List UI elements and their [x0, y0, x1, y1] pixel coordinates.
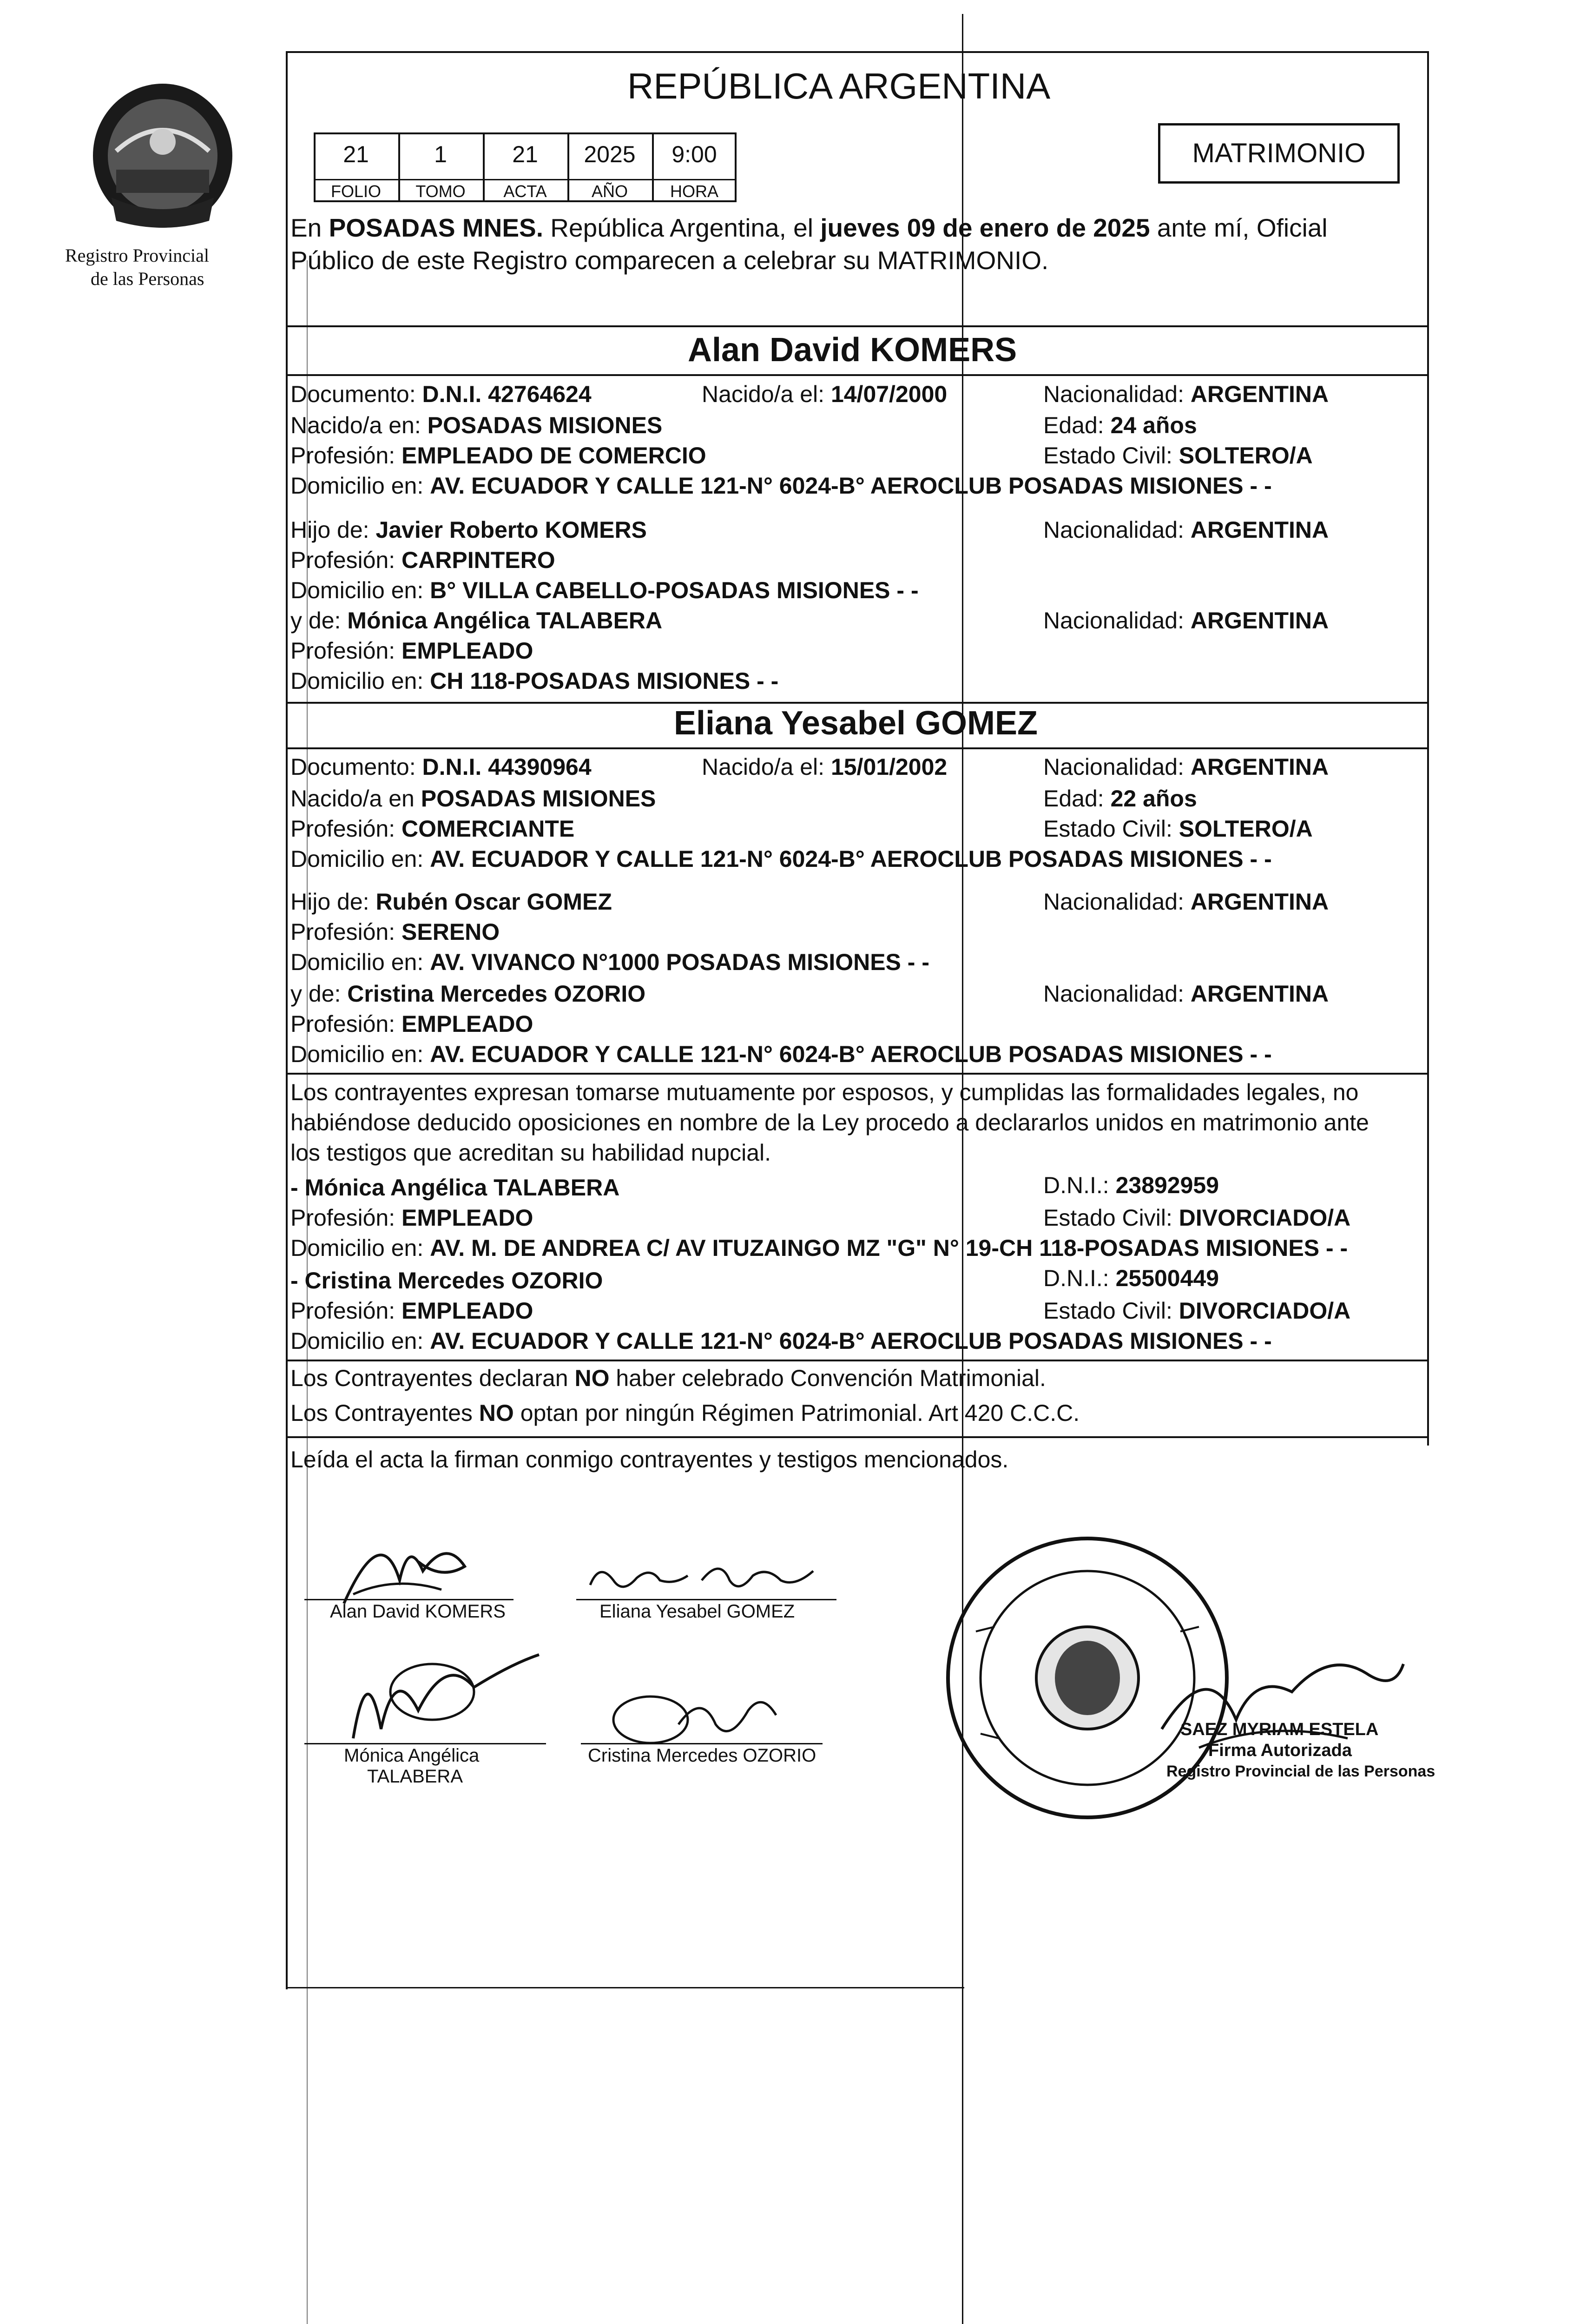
declaration-line-2: habiéndose deducido oposiciones en nombre de la Ley procedo a declararlos unidos en matrimonio ante — [290, 1109, 1369, 1136]
signature-scribble-4 — [599, 1673, 785, 1752]
convention-line-1: Los Contrayentes declaran NO haber celebrado Convención Matrimonial. — [290, 1365, 1046, 1391]
section-rule-6 — [286, 1360, 1429, 1361]
page-title: REPÚBLICA ARGENTINA — [627, 66, 1051, 106]
spouse-2-father: Hijo de: Rubén Oscar GOMEZ — [290, 889, 612, 915]
signature-line-1 — [304, 1599, 514, 1600]
spouse-1-name: Alan David KOMERS — [688, 331, 1017, 369]
signature-scribble-2 — [581, 1552, 823, 1604]
signature-label-3a: Mónica Angélica — [344, 1745, 480, 1766]
spouse-2-birthplace: Nacido/a en POSADAS MISIONES — [290, 786, 656, 812]
spouse-1-father: Hijo de: Javier Roberto KOMERS — [290, 517, 647, 543]
spouse-2-mother-address: Domicilio en: AV. ECUADOR Y CALLE 121-N° 6024-B° AEROCLUB POSADAS MISIONES - - — [290, 1041, 1272, 1067]
signature-label-1: Alan David KOMERS — [330, 1601, 506, 1622]
spouse-2-father-address: Domicilio en: AV. VIVANCO N°1000 POSADAS MISIONES - - — [290, 949, 929, 975]
declaration-line-1: Los contrayentes expresan tomarse mutuamente por esposos, y cumplidas las formalidades legales, no — [290, 1079, 1359, 1105]
spouse-2-father-nationality: Nacionalidad: ARGENTINA — [1043, 889, 1329, 915]
section-rule-5 — [286, 1073, 1429, 1075]
anio-value: 2025 — [584, 141, 636, 167]
tomo-label: TOMO — [415, 182, 466, 201]
spouse-1-father-address: Domicilio en: B° VILLA CABELLO-POSADAS MISIONES - - — [290, 577, 919, 603]
acta-label: ACTA — [503, 182, 547, 201]
signature-label-2: Eliana Yesabel GOMEZ — [599, 1601, 795, 1622]
tomo-value: 1 — [434, 141, 447, 167]
witness-1-name: - Mónica Angélica TALABERA — [290, 1175, 620, 1201]
intro-line-2: Público de este Registro comparecen a celebrar su MATRIMONIO. — [290, 246, 1049, 275]
spouse-2-name: Eliana Yesabel GOMEZ — [674, 705, 1038, 742]
spouse-1-age: Edad: 24 años — [1043, 412, 1197, 438]
spouse-2-profession: Profesión: COMERCIANTE — [290, 816, 575, 842]
spouse-1-birthdate: Nacido/a el: 14/07/2000 — [702, 381, 948, 407]
spouse-2-mother-profession: Profesión: EMPLEADO — [290, 1011, 533, 1037]
spouse-1-mother: y de: Mónica Angélica TALABERA — [290, 607, 663, 634]
spouse-2-address: Domicilio en: AV. ECUADOR Y CALLE 121-N° 6024-B° AEROCLUB POSADAS MISIONES - - — [290, 846, 1272, 872]
intro-line-1: En POSADAS MNES. República Argentina, el jueves 09 de enero de 2025 ante mí, Oficial — [290, 213, 1328, 242]
province-logo — [84, 81, 242, 263]
witness-2-dni: D.N.I.: 25500449 — [1043, 1265, 1219, 1291]
folio-value: 21 — [343, 141, 369, 167]
section-rule-3 — [286, 702, 1429, 704]
signature-scribble-3 — [325, 1636, 548, 1748]
coat-of-arms-icon — [84, 81, 242, 263]
closing-statement: Leída el acta la firman conmigo contrayentes y testigos mencionados. — [290, 1446, 1009, 1472]
logo-caption-1: Registro Provincial — [65, 245, 209, 266]
anio-label: AÑO — [591, 182, 628, 201]
witness-2-address: Domicilio en: AV. ECUADOR Y CALLE 121-N° 6024-B° AEROCLUB POSADAS MISIONES - - — [290, 1328, 1272, 1354]
spouse-2-civil-status: Estado Civil: SOLTERO/A — [1043, 816, 1313, 842]
hora-label: HORA — [670, 182, 718, 201]
signature-line-2 — [576, 1599, 836, 1600]
spouse-1-birthplace: Nacido/a en: POSADAS MISIONES — [290, 412, 663, 438]
logo-caption-2: de las Personas — [91, 268, 204, 289]
witness-1-dni: D.N.I.: 23892959 — [1043, 1172, 1219, 1198]
section-rule-7 — [286, 1436, 1429, 1438]
witness-2-civil-status: Estado Civil: DIVORCIADO/A — [1043, 1298, 1351, 1324]
witness-1-civil-status: Estado Civil: DIVORCIADO/A — [1043, 1205, 1351, 1231]
spouse-1-mother-address: Domicilio en: CH 118-POSADAS MISIONES - - — [290, 668, 779, 694]
doc-type-label: MATRIMONIO — [1192, 138, 1366, 168]
acta-value: 21 — [512, 141, 538, 167]
spouse-1-father-profession: Profesión: CARPINTERO — [290, 547, 555, 573]
spouse-2-birthdate: Nacido/a el: 15/01/2002 — [702, 754, 948, 780]
convention-line-2: Los Contrayentes NO optan por ningún Régimen Patrimonial. Art 420 C.C.C. — [290, 1400, 1080, 1426]
official-title: Firma Autorizada — [1208, 1741, 1352, 1760]
frame-top — [286, 51, 1429, 53]
section-rule-2 — [286, 374, 1429, 376]
signature-label-4: Cristina Mercedes OZORIO — [588, 1745, 816, 1766]
spouse-2-mother-nationality: Nacionalidad: ARGENTINA — [1043, 981, 1329, 1007]
spouse-1-profession: Profesión: EMPLEADO DE COMERCIO — [290, 442, 706, 469]
doc-type-box — [1158, 123, 1400, 184]
declaration-line-3: los testigos que acreditan su habilidad nupcial. — [290, 1140, 771, 1166]
witness-1-profession: Profesión: EMPLEADO — [290, 1205, 533, 1231]
hora-value: 9:00 — [672, 141, 717, 167]
folio-label: FOLIO — [330, 182, 382, 201]
spouse-2-document: Documento: D.N.I. 44390964 — [290, 754, 592, 780]
spouse-1-civil-status: Estado Civil: SOLTERO/A — [1043, 442, 1313, 469]
spouse-1-father-nationality: Nacionalidad: ARGENTINA — [1043, 517, 1329, 543]
spouse-2-age: Edad: 22 años — [1043, 786, 1197, 812]
spouse-1-mother-nationality: Nacionalidad: ARGENTINA — [1043, 607, 1329, 634]
spouse-1-nationality: Nacionalidad: ARGENTINA — [1043, 381, 1329, 407]
signature-label-3b: TALABERA — [367, 1766, 463, 1787]
witness-1-address: Domicilio en: AV. M. DE ANDREA C/ AV ITUZAINGO MZ "G" N° 19-CH 118-POSADAS MISIONES - - — [290, 1235, 1348, 1261]
page-bottom-rule — [286, 1987, 964, 1988]
witness-2-name: - Cristina Mercedes OZORIO — [290, 1268, 603, 1294]
witness-2-profession: Profesión: EMPLEADO — [290, 1298, 533, 1324]
spouse-1-document: Documento: D.N.I. 42764624 — [290, 381, 592, 407]
section-rule-1 — [286, 325, 1429, 327]
signature-line-3 — [304, 1743, 546, 1744]
spouse-2-mother: y de: Cristina Mercedes OZORIO — [290, 981, 646, 1007]
spouse-1-address: Domicilio en: AV. ECUADOR Y CALLE 121-N° 6024-B° AEROCLUB POSADAS MISIONES - - — [290, 473, 1272, 499]
signature-line-4 — [581, 1743, 823, 1744]
official-name: SAEZ MYRIAM ESTELA — [1180, 1720, 1379, 1739]
spouse-1-mother-profession: Profesión: EMPLEADO — [290, 638, 533, 664]
spouse-2-father-profession: Profesión: SERENO — [290, 919, 500, 945]
official-registry: Registro Provincial de las Personas — [1166, 1763, 1435, 1780]
section-rule-4 — [286, 747, 1429, 749]
registry-fields-table — [314, 132, 737, 202]
spouse-2-nationality: Nacionalidad: ARGENTINA — [1043, 754, 1329, 780]
frame-left — [286, 51, 288, 1989]
